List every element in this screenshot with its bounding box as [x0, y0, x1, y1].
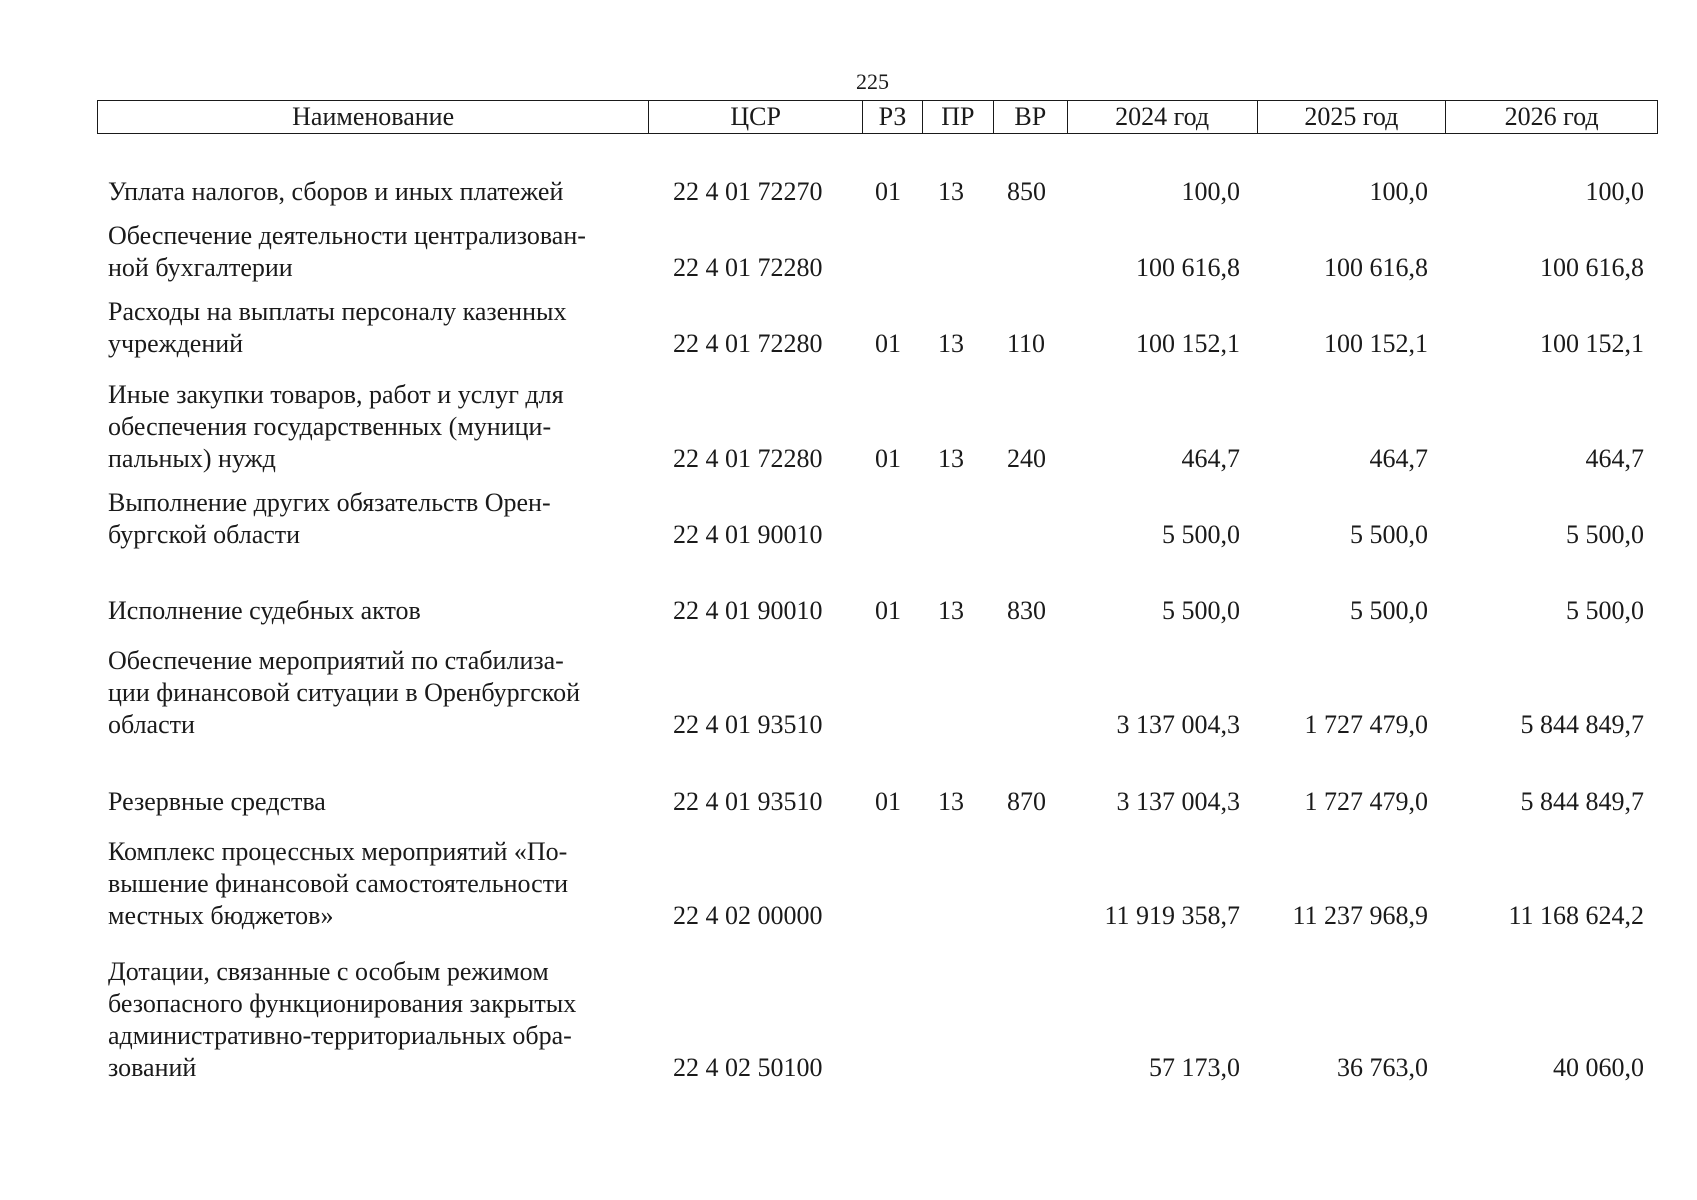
row-name-line: безопасного функционирования закрытых	[108, 989, 577, 1018]
row-name-line: Иные закупки товаров, работ и услуг для	[108, 380, 564, 409]
row-name-line: Расходы на выплаты персоналу казенных	[108, 297, 567, 326]
row-name-line: пальных) нужд	[108, 444, 276, 473]
row-csr: 22 4 01 72280	[673, 329, 823, 358]
row-vr: 110	[1007, 329, 1046, 358]
row-amount-2026: 11 168 624,2	[1508, 901, 1644, 930]
row-pr: 13	[938, 329, 964, 358]
row-name-line: бургской области	[108, 520, 301, 549]
row-rz: 01	[875, 787, 901, 816]
row-csr: 22 4 02 00000	[673, 901, 823, 930]
row-name-line: ции финансовой ситуации в Оренбургской	[108, 678, 581, 707]
row-amount-2026: 5 844 849,7	[1520, 710, 1644, 739]
row-name-line: учреждений	[108, 329, 244, 358]
row-name-line: Обеспечение мероприятий по стабилиза-	[108, 646, 564, 675]
row-amount-2026: 100 152,1	[1540, 329, 1644, 358]
row-vr: 870	[1007, 787, 1046, 816]
row-csr: 22 4 01 72280	[673, 444, 823, 473]
row-name-line: обеспечения государственных (муници-	[108, 412, 552, 441]
row-name-line: Резервные средства	[108, 787, 326, 816]
row-amount-2024: 100 616,8	[1136, 253, 1240, 282]
row-amount-2024: 57 173,0	[1149, 1053, 1240, 1082]
row-csr: 22 4 01 72280	[673, 253, 823, 282]
row-name-line: Исполнение судебных актов	[108, 596, 421, 625]
row-pr: 13	[938, 177, 964, 206]
row-pr: 13	[938, 596, 964, 625]
header-name: Наименование	[98, 101, 649, 133]
row-name-line: административно-территориальных обра-	[108, 1021, 572, 1050]
page-number: 225	[856, 69, 889, 94]
row-amount-2024: 3 137 004,3	[1116, 710, 1240, 739]
row-amount-2025: 36 763,0	[1337, 1053, 1428, 1082]
header-2024: 2024 год	[1068, 101, 1258, 133]
header-2026: 2026 год	[1504, 102, 1599, 131]
row-csr: 22 4 02 50100	[673, 1053, 823, 1082]
row-amount-2025: 100 152,1	[1324, 329, 1428, 358]
row-amount-2025: 11 237 968,9	[1292, 901, 1428, 930]
row-csr: 22 4 01 72270	[673, 177, 823, 206]
row-amount-2026: 5 500,0	[1566, 596, 1644, 625]
row-amount-2026: 464,7	[1585, 444, 1644, 473]
row-name-line: Комплекс процессных мероприятий «По-	[108, 837, 568, 866]
row-rz: 01	[875, 596, 901, 625]
row-pr: 13	[938, 444, 964, 473]
row-amount-2024: 3 137 004,3	[1116, 787, 1240, 816]
row-csr: 22 4 01 93510	[673, 787, 823, 816]
row-vr: 240	[1007, 444, 1046, 473]
row-name-line: Выполнение других обязательств Орен-	[108, 488, 551, 517]
row-csr: 22 4 01 93510	[673, 710, 823, 739]
row-csr: 22 4 01 90010	[673, 596, 823, 625]
row-rz: 01	[875, 444, 901, 473]
row-name-line: зований	[108, 1053, 197, 1082]
row-amount-2026: 100 616,8	[1540, 253, 1644, 282]
row-name-line: ной бухгалтерии	[108, 253, 293, 282]
row-amount-2025: 5 500,0	[1350, 520, 1428, 549]
header-csr: ЦСР	[649, 101, 863, 133]
row-name-line: местных бюджетов»	[108, 901, 334, 930]
row-amount-2024: 100,0	[1181, 177, 1240, 206]
row-amount-2025: 100,0	[1369, 177, 1428, 206]
row-name-line: Уплата налогов, сборов и иных платежей	[108, 177, 564, 206]
row-amount-2026: 5 844 849,7	[1520, 787, 1644, 816]
row-amount-2026: 100,0	[1585, 177, 1644, 206]
row-rz: 01	[875, 177, 901, 206]
row-amount-2025: 100 616,8	[1324, 253, 1428, 282]
header-2025: 2025 год	[1258, 101, 1447, 133]
row-amount-2026: 40 060,0	[1553, 1053, 1644, 1082]
row-rz: 01	[875, 329, 901, 358]
row-amount-2025: 5 500,0	[1350, 596, 1428, 625]
row-amount-2024: 464,7	[1181, 444, 1240, 473]
row-amount-2024: 5 500,0	[1162, 520, 1240, 549]
row-name-line: Обеспечение деятельности централизован-	[108, 221, 586, 250]
row-vr: 830	[1007, 596, 1046, 625]
header-vr: ВР	[994, 101, 1068, 133]
row-amount-2025: 464,7	[1369, 444, 1428, 473]
row-name-line: области	[108, 710, 195, 739]
row-amount-2025: 1 727 479,0	[1304, 710, 1428, 739]
row-amount-2024: 100 152,1	[1136, 329, 1240, 358]
row-name-line: вышение финансовой самостоятельности	[108, 869, 568, 898]
row-amount-2026: 5 500,0	[1566, 520, 1644, 549]
row-amount-2025: 1 727 479,0	[1304, 787, 1428, 816]
row-name-line: Дотации, связанные с особым режимом	[108, 957, 549, 986]
header-rz: РЗ	[863, 101, 923, 133]
row-pr: 13	[938, 787, 964, 816]
row-amount-2024: 5 500,0	[1162, 596, 1240, 625]
row-amount-2024: 11 919 358,7	[1104, 901, 1240, 930]
row-vr: 850	[1007, 177, 1046, 206]
header-pr: ПР	[923, 101, 994, 133]
row-name	[108, 956, 643, 1084]
row-csr: 22 4 01 90010	[673, 520, 823, 549]
